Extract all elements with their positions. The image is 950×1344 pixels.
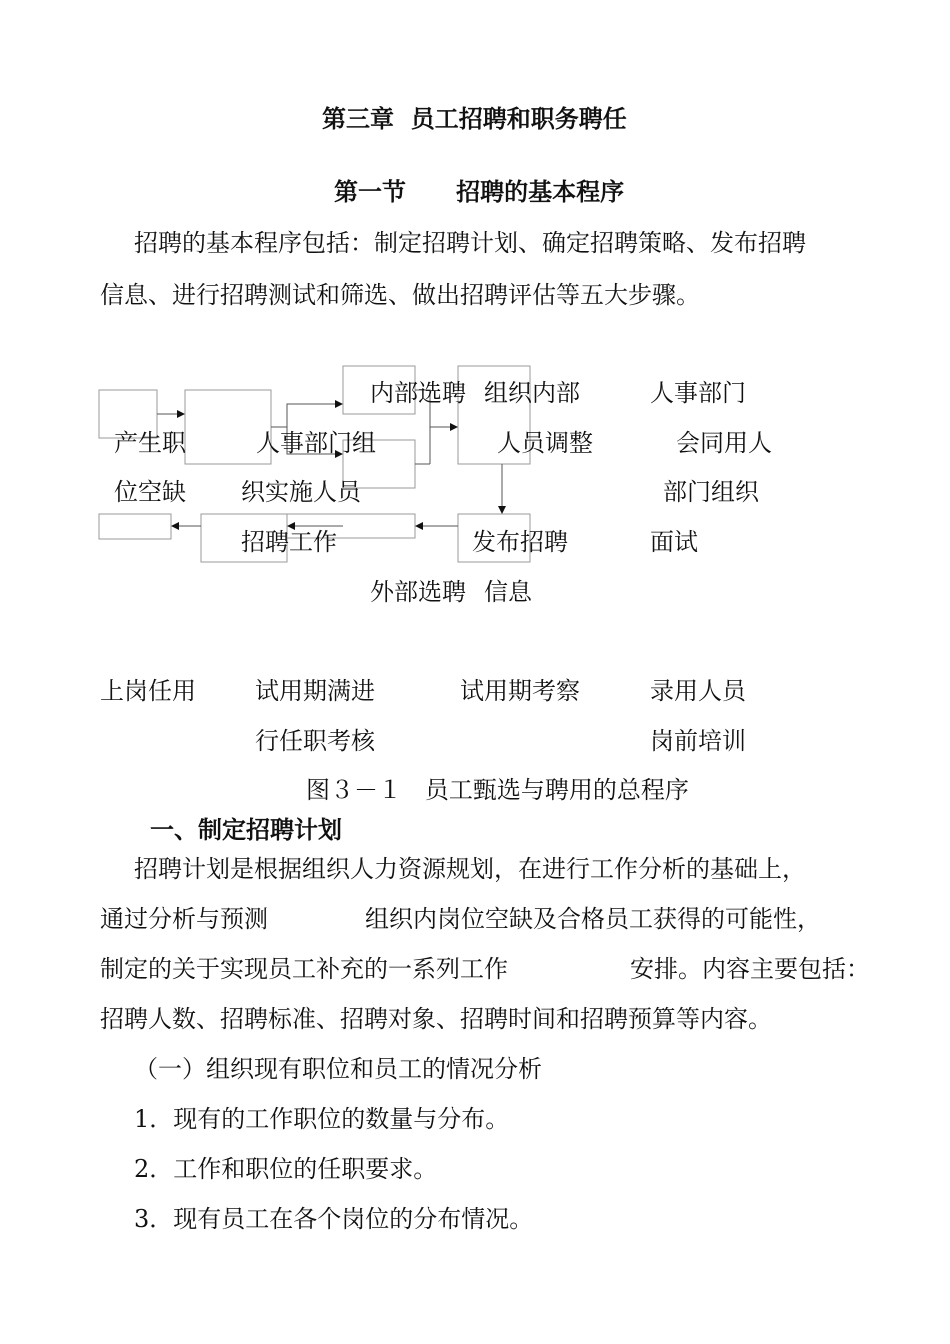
part1-line-1: 招聘计划是根据组织人力资源规划，在进行工作分析的基础上， xyxy=(134,855,806,883)
flow-publish: 发布招聘 xyxy=(472,528,568,556)
flow-vacancy-2: 位空缺 xyxy=(114,478,186,506)
section-title: 第一节 招聘的基本程序 xyxy=(334,178,625,206)
part1-heading: 一、制定招聘计划 xyxy=(150,816,342,844)
figure-caption: 图３－１ 员工甄选与聘用的总程序 xyxy=(306,776,689,804)
intro-line-1: 招聘的基本程序包括：制定招聘计划、确定招聘策略、发布招聘 xyxy=(134,229,806,257)
flow-hr-joint-2: 会同用人 xyxy=(676,429,772,457)
flow-hire-train-2: 岗前培训 xyxy=(650,727,746,755)
flow-hr-org-2: 织实施人员 xyxy=(241,478,361,506)
part1-line-3b: 安排。内容主要包括： xyxy=(630,955,870,983)
part1-line-2a: 通过分析与预测 xyxy=(100,905,268,933)
flow-probation-assess-2: 行任职考核 xyxy=(255,727,375,755)
flow-info: 信息 xyxy=(484,578,532,606)
part1-line-4: 招聘人数、招聘标准、招聘对象、招聘时间和招聘预算等内容。 xyxy=(100,1005,772,1033)
part1-line-3a: 制定的关于实现员工补充的一系列工作 xyxy=(100,955,508,983)
flow-org-internal: 组织内部 xyxy=(484,379,580,407)
flow-vacancy-1: 产生职 xyxy=(114,429,186,457)
part1-item-2: 2．工作和职位的任职要求。 xyxy=(134,1155,438,1183)
flow-hire-train-1: 录用人员 xyxy=(650,677,746,705)
flow-recruit-work: 招聘工作 xyxy=(241,528,337,556)
flow-staff-adjust: 人员调整 xyxy=(497,429,593,457)
flow-external: 外部选聘 xyxy=(370,578,466,606)
intro-line-2: 信息、进行招聘测试和筛选、做出招聘评估等五大步骤。 xyxy=(100,281,700,309)
flow-probation-assess-1: 试用期满进 xyxy=(255,677,375,705)
part1-line-2b: 组织内岗位空缺及合格员工获得的可能性， xyxy=(365,905,821,933)
flow-onboard: 上岗任用 xyxy=(100,677,196,705)
flow-hr-joint-1: 人事部门 xyxy=(650,379,746,407)
part1-item-3: 3．现有员工在各个岗位的分布情况。 xyxy=(134,1205,534,1233)
flow-hr-joint-3: 部门组织 xyxy=(663,478,759,506)
flow-probation-review: 试用期考察 xyxy=(460,677,580,705)
flow-hr-org-1: 人事部门组 xyxy=(256,429,376,457)
flow-hr-joint-4: 面试 xyxy=(650,528,698,556)
part1-sub1: （一）组织现有职位和员工的情况分析 xyxy=(134,1055,542,1083)
flow-internal: 内部选聘 xyxy=(370,379,466,407)
box-left-lower xyxy=(99,514,171,539)
part1-item-1: 1．现有的工作职位的数量与分布。 xyxy=(134,1105,510,1133)
chapter-title: 第三章 员工招聘和职务聘任 xyxy=(322,105,627,133)
